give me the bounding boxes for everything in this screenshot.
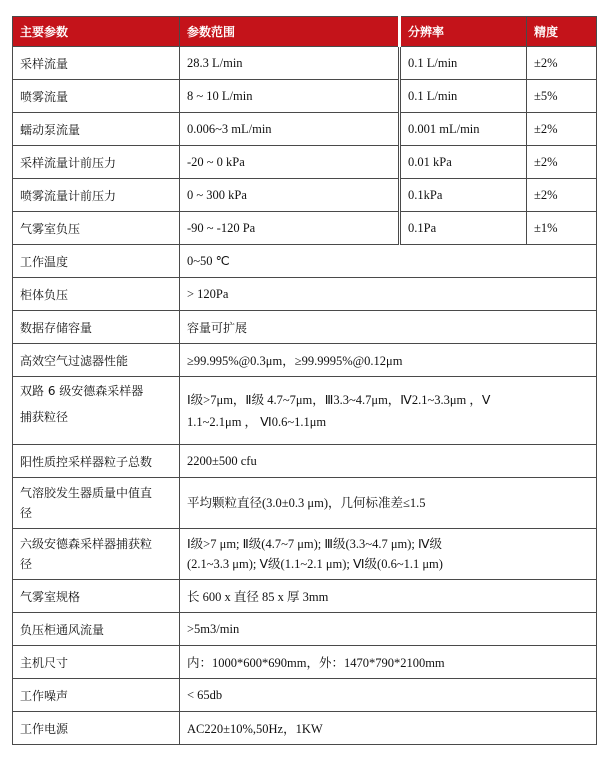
param-name: 数据存储容量: [13, 311, 180, 344]
table-row: [13, 80, 597, 113]
table-row: [13, 179, 597, 212]
param-value: 长 600 x 直径 85 x 厚 3mm: [180, 580, 597, 613]
param-value: 2200±500 cfu: [180, 445, 597, 478]
table-row-six-stage: [13, 529, 597, 580]
spec-table: [12, 16, 597, 745]
table-row: [13, 113, 597, 146]
param-range: 28.3 L/min: [180, 47, 400, 80]
param-range: -90 ~ -120 Pa: [180, 212, 400, 245]
table-row: [13, 245, 597, 278]
table-row: [13, 344, 597, 377]
param-value: 内：1000*600*690mm，外：1470*790*2100mm: [180, 646, 597, 679]
param-name: 气雾室负压: [13, 212, 180, 245]
param-name: 工作电源: [13, 712, 180, 745]
param-name: 蠕动泵流量: [13, 113, 180, 146]
param-accuracy: ±1%: [527, 212, 597, 245]
param-name: 气雾室规格: [13, 580, 180, 613]
param-accuracy: ±2%: [527, 146, 597, 179]
param-name: 主机尺寸: [13, 646, 180, 679]
param-resolution: 0.1 L/min: [400, 80, 527, 113]
param-range: -20 ~ 0 kPa: [180, 146, 400, 179]
param-name-line: 径: [20, 557, 33, 571]
param-name: 喷雾流量计前压力: [13, 179, 180, 212]
param-value: < 65db: [180, 679, 597, 712]
param-resolution: 0.01 kPa: [400, 146, 527, 179]
param-name: 喷雾流量: [13, 80, 180, 113]
param-name: 采样流量: [13, 47, 180, 80]
param-accuracy: ±2%: [527, 113, 597, 146]
param-value: 平均颗粒直径(3.0±0.3 μm)，几何标准差≤1.5: [180, 478, 597, 529]
param-value-line: Ⅰ级>7μm，Ⅱ级 4.7~7μm，Ⅲ3.3~4.7μm，Ⅳ2.1~3.3μm ，Ⅴ: [187, 392, 491, 407]
param-value: 0~50 ℃: [180, 245, 597, 278]
param-value: [180, 529, 597, 580]
table-row: [13, 679, 597, 712]
param-value: 容量可扩展: [180, 311, 597, 344]
param-value: AC220±10%,50Hz，1KW: [180, 712, 597, 745]
param-name: [13, 529, 180, 580]
table-row: [13, 278, 597, 311]
table-row: [13, 212, 597, 245]
table-row: [13, 712, 597, 745]
param-accuracy: ±5%: [527, 80, 597, 113]
param-range: 0.006~3 mL/min: [180, 113, 400, 146]
param-resolution: 0.1Pa: [400, 212, 527, 245]
param-name: 工作噪声: [13, 679, 180, 712]
header-accuracy: 精度: [527, 17, 597, 47]
header-range: 参数范围: [180, 17, 400, 47]
table-row: [13, 146, 597, 179]
param-name-line: 气溶胶发生器质量中值直: [20, 486, 153, 500]
param-name: 阳性质控采样器粒子总数: [13, 445, 180, 478]
param-name: 工作温度: [13, 245, 180, 278]
table-row: [13, 445, 597, 478]
param-value-line: 1.1~2.1μm ， Ⅵ0.6~1.1μm: [187, 414, 327, 429]
table-row-andersen-dual: [13, 377, 597, 445]
table-row: [13, 47, 597, 80]
param-resolution: 0.1 L/min: [400, 47, 527, 80]
table-row: [13, 580, 597, 613]
table-header-row: [13, 17, 597, 47]
param-resolution: 0.001 mL/min: [400, 113, 527, 146]
param-name-line: 双路 6 级安德森采样器: [20, 384, 144, 398]
header-param: 主要参数: [13, 17, 180, 47]
param-name: 柜体负压: [13, 278, 180, 311]
table-row: [13, 311, 597, 344]
param-name: 负压柜通风流量: [13, 613, 180, 646]
param-range: 8 ~ 10 L/min: [180, 80, 400, 113]
param-value-line: (2.1~3.3 μm); Ⅴ级(1.1~2.1 μm); Ⅵ级(0.6~1.1 μm): [187, 557, 443, 571]
header-resolution: 分辨率: [400, 17, 527, 47]
param-name: [13, 377, 180, 445]
param-name-line: 径: [20, 506, 33, 520]
param-name: 高效空气过滤器性能: [13, 344, 180, 377]
param-value: >5m3/min: [180, 613, 597, 646]
param-name: [13, 478, 180, 529]
param-name: 采样流量计前压力: [13, 146, 180, 179]
param-name-line: 捕获粒径: [20, 410, 69, 424]
param-value: [180, 377, 597, 445]
table-row: [13, 613, 597, 646]
param-name-line: 六级安德森采样器捕获粒: [20, 537, 153, 551]
param-range: 0 ~ 300 kPa: [180, 179, 400, 212]
param-value: ≥99.995%@0.3μm，≥99.9995%@0.12μm: [180, 344, 597, 377]
table-row: [13, 646, 597, 679]
param-accuracy: ±2%: [527, 179, 597, 212]
param-resolution: 0.1kPa: [400, 179, 527, 212]
table-row-aerosol: [13, 478, 597, 529]
param-value-line: Ⅰ级>7 μm; Ⅱ级(4.7~7 μm); Ⅲ级(3.3~4.7 μm); Ⅳ级: [187, 537, 443, 551]
param-value: > 120Pa: [180, 278, 597, 311]
param-accuracy: ±2%: [527, 47, 597, 80]
